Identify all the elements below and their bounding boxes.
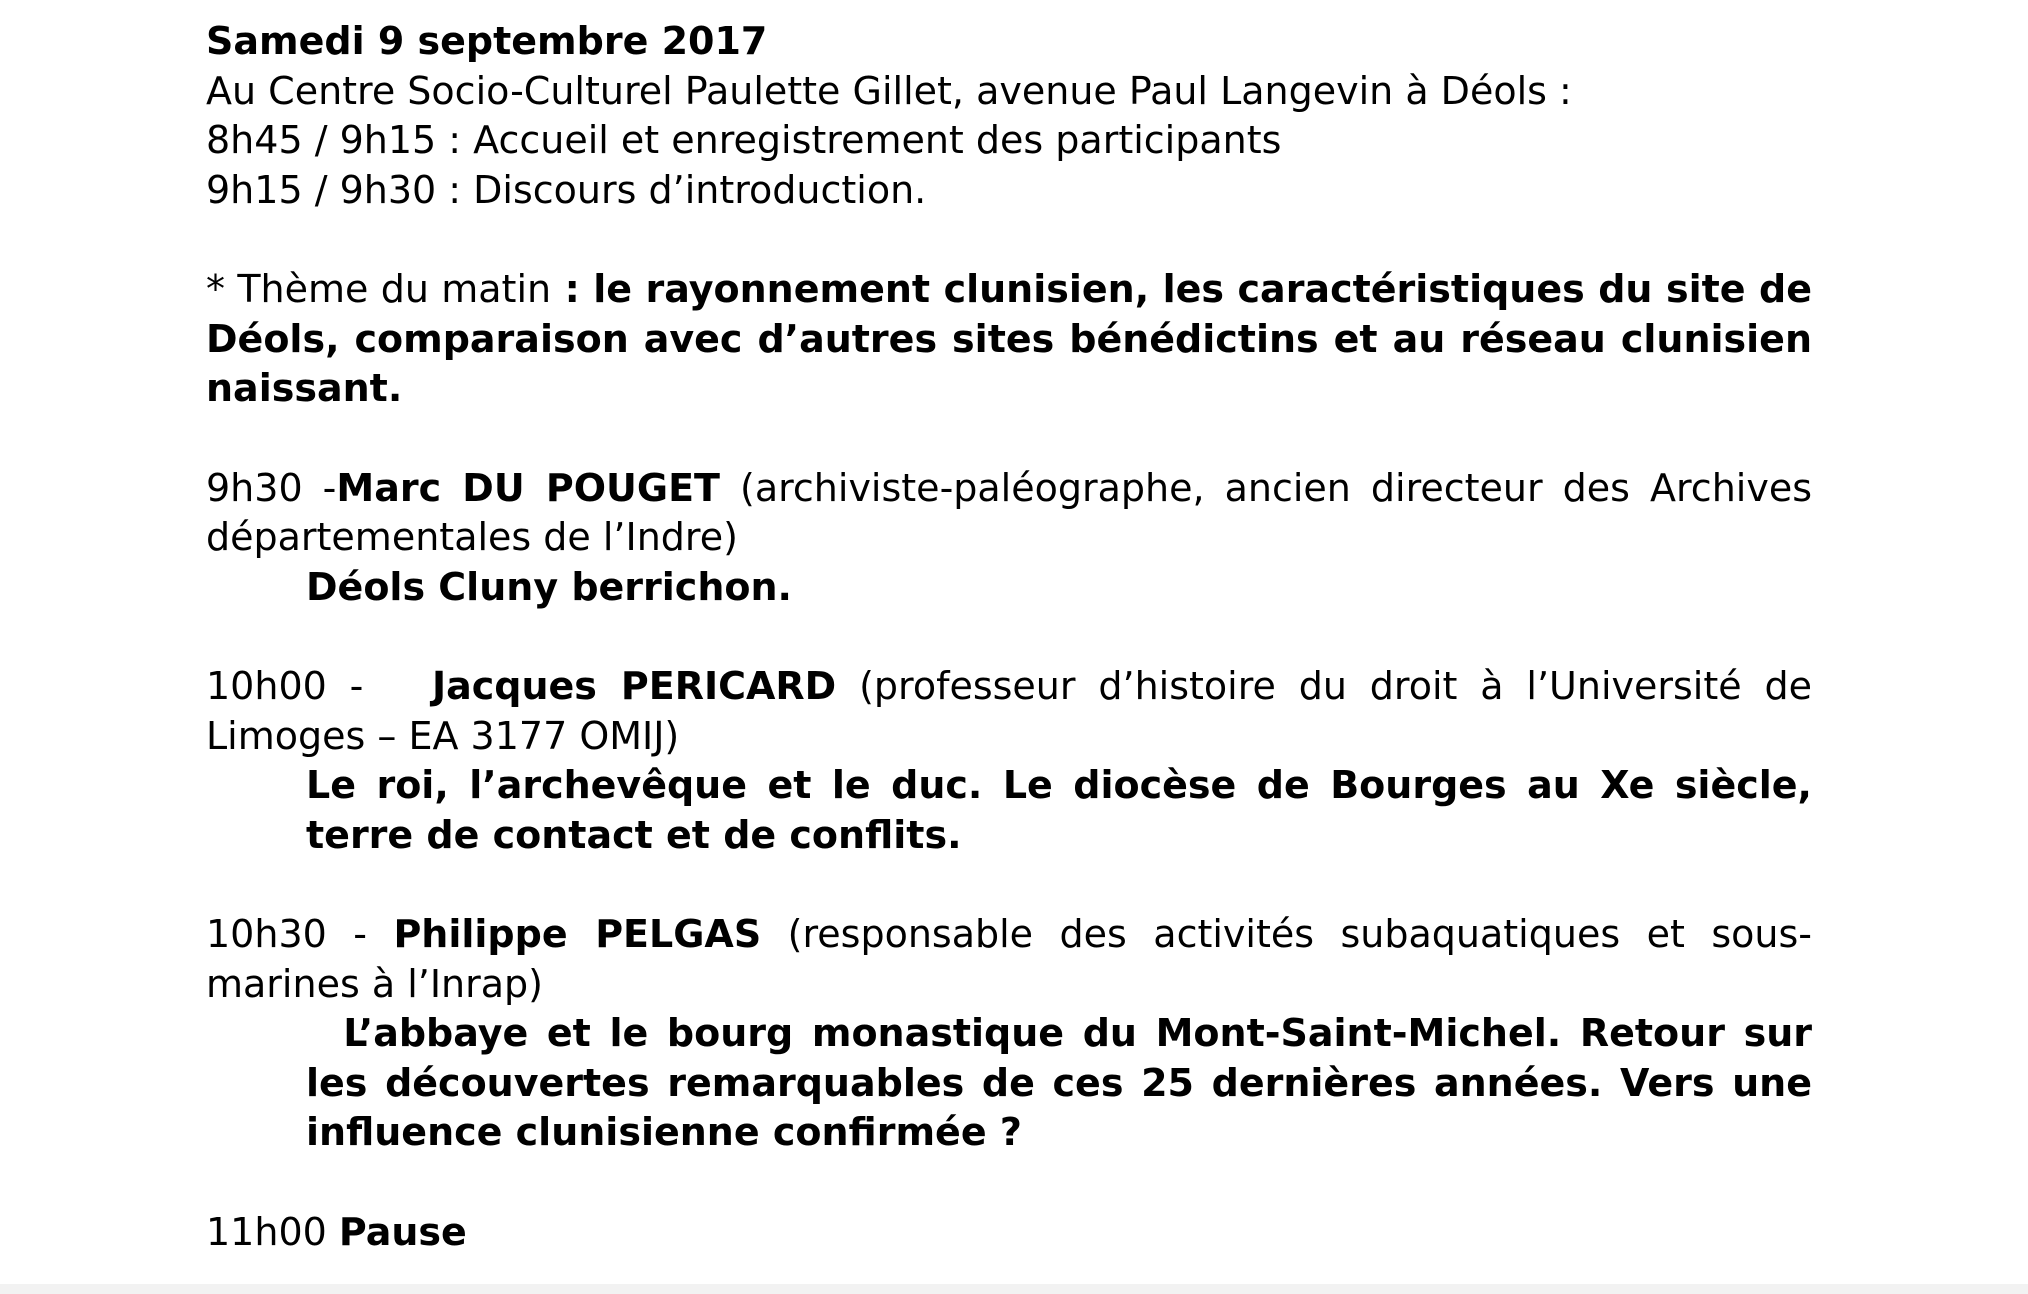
talk-affiliation: (professeur d’histoire du droit à l’Université de Limoges – EA 3177 OMIJ) [206, 664, 1812, 758]
talk-header [206, 662, 1812, 761]
talk-time: 9h30 - [206, 465, 337, 510]
talk-speaker: Jacques PERICARD [431, 664, 837, 708]
spacer [206, 612, 1812, 662]
pause-label: Pause [338, 1209, 467, 1254]
morning-theme [206, 265, 1812, 414]
talk-title: Déols Cluny berrichon. [306, 564, 792, 609]
date-heading: Samedi 9 septembre 2017 [206, 19, 768, 63]
spacer [206, 1158, 1812, 1208]
talk-affiliation: (archiviste-paléographe, ancien directeur des Archives départementales de l’Indre) [206, 465, 1812, 559]
talk-speaker: Philippe PELGAS [393, 912, 762, 956]
talk-time: 10h30 - [206, 912, 367, 956]
pause-time: 11h00 [206, 1209, 327, 1254]
document-content [206, 17, 1812, 1257]
talk-title-text: L’abbaye et le bourg monastique du Mont-Saint-Michel. Retour sur les découvertes remarquables de ces 25 dernières années. Vers une influence clunisienne confirmée ? [306, 1011, 1812, 1154]
theme-prefix: * Thème du matin [206, 267, 552, 311]
talk-title: Le roi, l’archevêque et le duc. Le diocèse de Bourges au Xe siècle, terre de contact et de conflits. [306, 763, 1812, 857]
spacer [206, 215, 1812, 265]
bottom-edge [0, 1284, 2028, 1294]
venue-line: Au Centre Socio-Culturel Paulette Gillet, avenue Paul Langevin à Déols : [206, 68, 1572, 113]
theme-text: : le rayonnement clunisien, les caractéristiques du site de Déols, comparaison avec d’autres sites bénédictins et au réseau clunisien naissant. [206, 267, 1812, 410]
spacer [206, 414, 1812, 464]
pause-line [206, 1208, 1812, 1258]
talk-speaker: Marc DU POUGET [336, 465, 720, 510]
schedule-line: 9h15 / 9h30 : Discours d’introduction. [206, 167, 927, 212]
talk-header [206, 464, 1812, 563]
talk-affiliation: (responsable des activités subaquatiques et sous-marines à l’Inrap) [206, 912, 1812, 1006]
talk-title [206, 1009, 1812, 1158]
talk-time: 10h00 - [206, 664, 364, 708]
spacer [206, 860, 1812, 910]
talk-header [206, 910, 1812, 1009]
schedule-line: 8h45 / 9h15 : Accueil et enregistrement des participants [206, 118, 1282, 162]
